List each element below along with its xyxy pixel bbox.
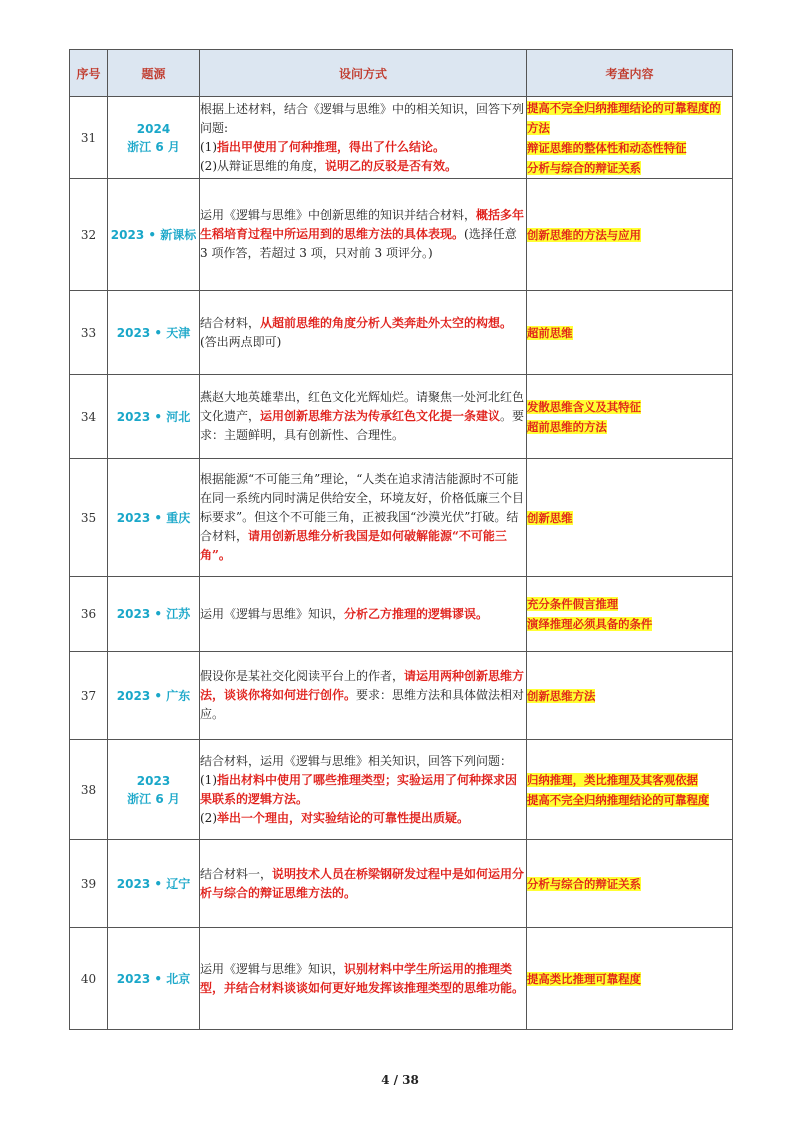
question-text: 运用《逻辑与思维》知识， xyxy=(200,606,345,621)
table-body xyxy=(70,97,733,1030)
header-index: 序号 xyxy=(70,50,108,97)
question-text: 结合材料一， xyxy=(200,866,273,881)
question-emphasis: 请用创新思维分析我国是如何破解能源“不可能三角”。 xyxy=(200,529,507,562)
row-source xyxy=(108,97,200,179)
header-question: 设问方式 xyxy=(200,50,527,97)
row-source xyxy=(108,652,200,740)
row-source xyxy=(108,840,200,928)
source-line: 2023 • 新课标 xyxy=(110,227,197,242)
question-text: 根据上述材料，结合《逻辑与思维》中的相关知识，回答下列问题: xyxy=(200,101,525,135)
source-line: 浙江 6 月 xyxy=(127,139,180,154)
row-question xyxy=(200,740,527,840)
row-source xyxy=(108,375,200,459)
question-text: (1) xyxy=(200,139,217,154)
row-content xyxy=(527,740,733,840)
table-row xyxy=(70,97,733,179)
row-content xyxy=(527,97,733,179)
question-text: 结合材料，运用《逻辑与思维》相关知识，回答下列问题： xyxy=(200,753,513,768)
content-tag: 提高不完全归纳推理结论的可靠程度 xyxy=(527,792,710,807)
header-content: 考查内容 xyxy=(527,50,733,97)
row-index: 36 xyxy=(70,577,108,652)
table-row xyxy=(70,459,733,577)
table-row xyxy=(70,840,733,928)
row-question xyxy=(200,97,527,179)
row-index: 39 xyxy=(70,840,108,928)
question-emphasis: 运用创新思维方法为传承红色文化提一条建议 xyxy=(260,409,501,423)
content-tag: 辩证思维的整体性和动态性特征 xyxy=(527,140,687,155)
row-question xyxy=(200,577,527,652)
content-tag: 创新思维 xyxy=(527,510,573,525)
question-emphasis: 指出甲使用了何种推理，得出了什么结论。 xyxy=(217,139,446,154)
row-index: 31 xyxy=(70,97,108,179)
question-text: (1) xyxy=(200,772,217,787)
source-line: 2023 • 北京 xyxy=(116,971,191,986)
question-emphasis: 分析乙方推理的逻辑谬误。 xyxy=(344,606,489,621)
content-tag: 分析与综合的辩证关系 xyxy=(527,160,641,175)
row-content xyxy=(527,577,733,652)
question-text: (答出两点即可) xyxy=(200,334,282,349)
table-header-row xyxy=(70,50,733,97)
content-tag: 超前思维的方法 xyxy=(527,419,607,434)
content-tag: 创新思维的方法与应用 xyxy=(527,227,641,242)
content-tag: 分析与综合的辩证关系 xyxy=(527,876,641,891)
row-content xyxy=(527,652,733,740)
row-question xyxy=(200,291,527,375)
question-emphasis: 请运用两种创新思维方法，谈谈你将如何进行创作。 xyxy=(200,669,525,702)
header-source: 题源 xyxy=(108,50,200,97)
question-emphasis: 举出一个理由，对实验结论的可靠性提出质疑。 xyxy=(217,810,470,825)
row-source xyxy=(108,291,200,375)
source-line: 2023 xyxy=(136,773,171,788)
question-emphasis: 说明乙的反驳是否有效。 xyxy=(325,158,458,173)
table-row xyxy=(70,291,733,375)
question-text: 要求：思维方法和具体做法相对应。 xyxy=(200,688,525,721)
question-table xyxy=(69,49,733,1030)
row-content xyxy=(527,291,733,375)
row-content xyxy=(527,928,733,1030)
row-content xyxy=(527,375,733,459)
row-question xyxy=(200,375,527,459)
content-tag: 发散思维含义及其特征 xyxy=(527,399,641,414)
row-source xyxy=(108,740,200,840)
question-text: 燕赵大地英雄辈出，红色文化光辉灿烂。请聚焦一处河北红色文化遗产， xyxy=(200,390,525,423)
question-emphasis: 识别材料中学生所运用的推理类型，并结合材料谈谈如何更好地发挥该推理类型的思维功能。 xyxy=(200,961,525,995)
page-number: 4 / 38 xyxy=(381,1073,419,1087)
source-line: 2023 • 广东 xyxy=(116,688,191,703)
content-tag: 创新思维方法 xyxy=(527,688,596,703)
question-text: (2) xyxy=(200,810,217,825)
row-content xyxy=(527,179,733,291)
row-index: 34 xyxy=(70,375,108,459)
question-emphasis: 从超前思维的角度分析人类奔赴外太空的构想。 xyxy=(260,315,513,330)
row-content xyxy=(527,840,733,928)
source-line: 2023 • 天津 xyxy=(116,325,191,340)
row-content xyxy=(527,459,733,577)
source-line: 浙江 6 月 xyxy=(127,791,180,806)
source-line: 2023 • 河北 xyxy=(116,409,191,424)
content-tag: 归纳推理，类比推理及其客观依据 xyxy=(527,772,698,787)
row-source xyxy=(108,928,200,1030)
table-row xyxy=(70,179,733,291)
content-tag: 充分条件假言推理 xyxy=(527,597,619,611)
question-emphasis: 概括多年生稻培育过程中所运用到的思维方法的具体表现。 xyxy=(200,208,525,241)
question-text: 结合材料， xyxy=(200,315,261,330)
row-question xyxy=(200,459,527,577)
table-row xyxy=(70,652,733,740)
row-index: 40 xyxy=(70,928,108,1030)
content-tag: 提高不完全归纳推理结论的可靠程度的方法 xyxy=(527,100,721,135)
question-emphasis: 说明技术人员在桥梁钢研发过程中是如何运用分析与综合的辩证思维方法的。 xyxy=(200,866,525,900)
row-question xyxy=(200,652,527,740)
row-question xyxy=(200,179,527,291)
question-text: 假设你是某社交化阅读平台上的作者， xyxy=(200,669,405,683)
row-source xyxy=(108,459,200,577)
content-tag: 超前思维 xyxy=(527,325,573,340)
question-text: 运用《逻辑与思维》中创新思维的知识并结合材料， xyxy=(200,208,477,222)
table-row xyxy=(70,740,733,840)
row-source xyxy=(108,179,200,291)
question-text: 。要求：主题鲜明，具有创新性、合理性。 xyxy=(200,409,525,442)
row-source xyxy=(108,577,200,652)
question-text: (选择任意 3 项作答，若超过 3 项，只对前 3 项评分。) xyxy=(200,227,517,260)
question-text: 运用《逻辑与思维》知识， xyxy=(200,961,345,976)
content-tag: 提高类比推理可靠程度 xyxy=(527,971,641,986)
row-index: 37 xyxy=(70,652,108,740)
row-question xyxy=(200,840,527,928)
question-text: (2)从辩证思维的角度， xyxy=(200,158,325,173)
table-row xyxy=(70,577,733,652)
content-tag: 演绎推理必须具备的条件 xyxy=(527,617,653,631)
row-index: 33 xyxy=(70,291,108,375)
source-line: 2023 • 辽宁 xyxy=(116,876,191,891)
table-row xyxy=(70,375,733,459)
row-index: 32 xyxy=(70,179,108,291)
source-line: 2023 • 重庆 xyxy=(116,510,191,525)
row-index: 38 xyxy=(70,740,108,840)
table-row xyxy=(70,928,733,1030)
row-index: 35 xyxy=(70,459,108,577)
question-emphasis: 指出材料中使用了哪些推理类型；实验运用了何种探求因果联系的逻辑方法。 xyxy=(200,772,518,806)
question-text: 根据能源“不可能三角”理论，“人类在追求清洁能源时不可能在同一系统内同时满足供给安全，环境友好，价格低廉三个目标要求”。但这个不可能三角，正被我国“沙漠光伏”打破。结合材料， xyxy=(200,472,525,543)
source-line: 2024 xyxy=(136,121,171,136)
row-question xyxy=(200,928,527,1030)
source-line: 2023 • 江苏 xyxy=(116,607,191,621)
